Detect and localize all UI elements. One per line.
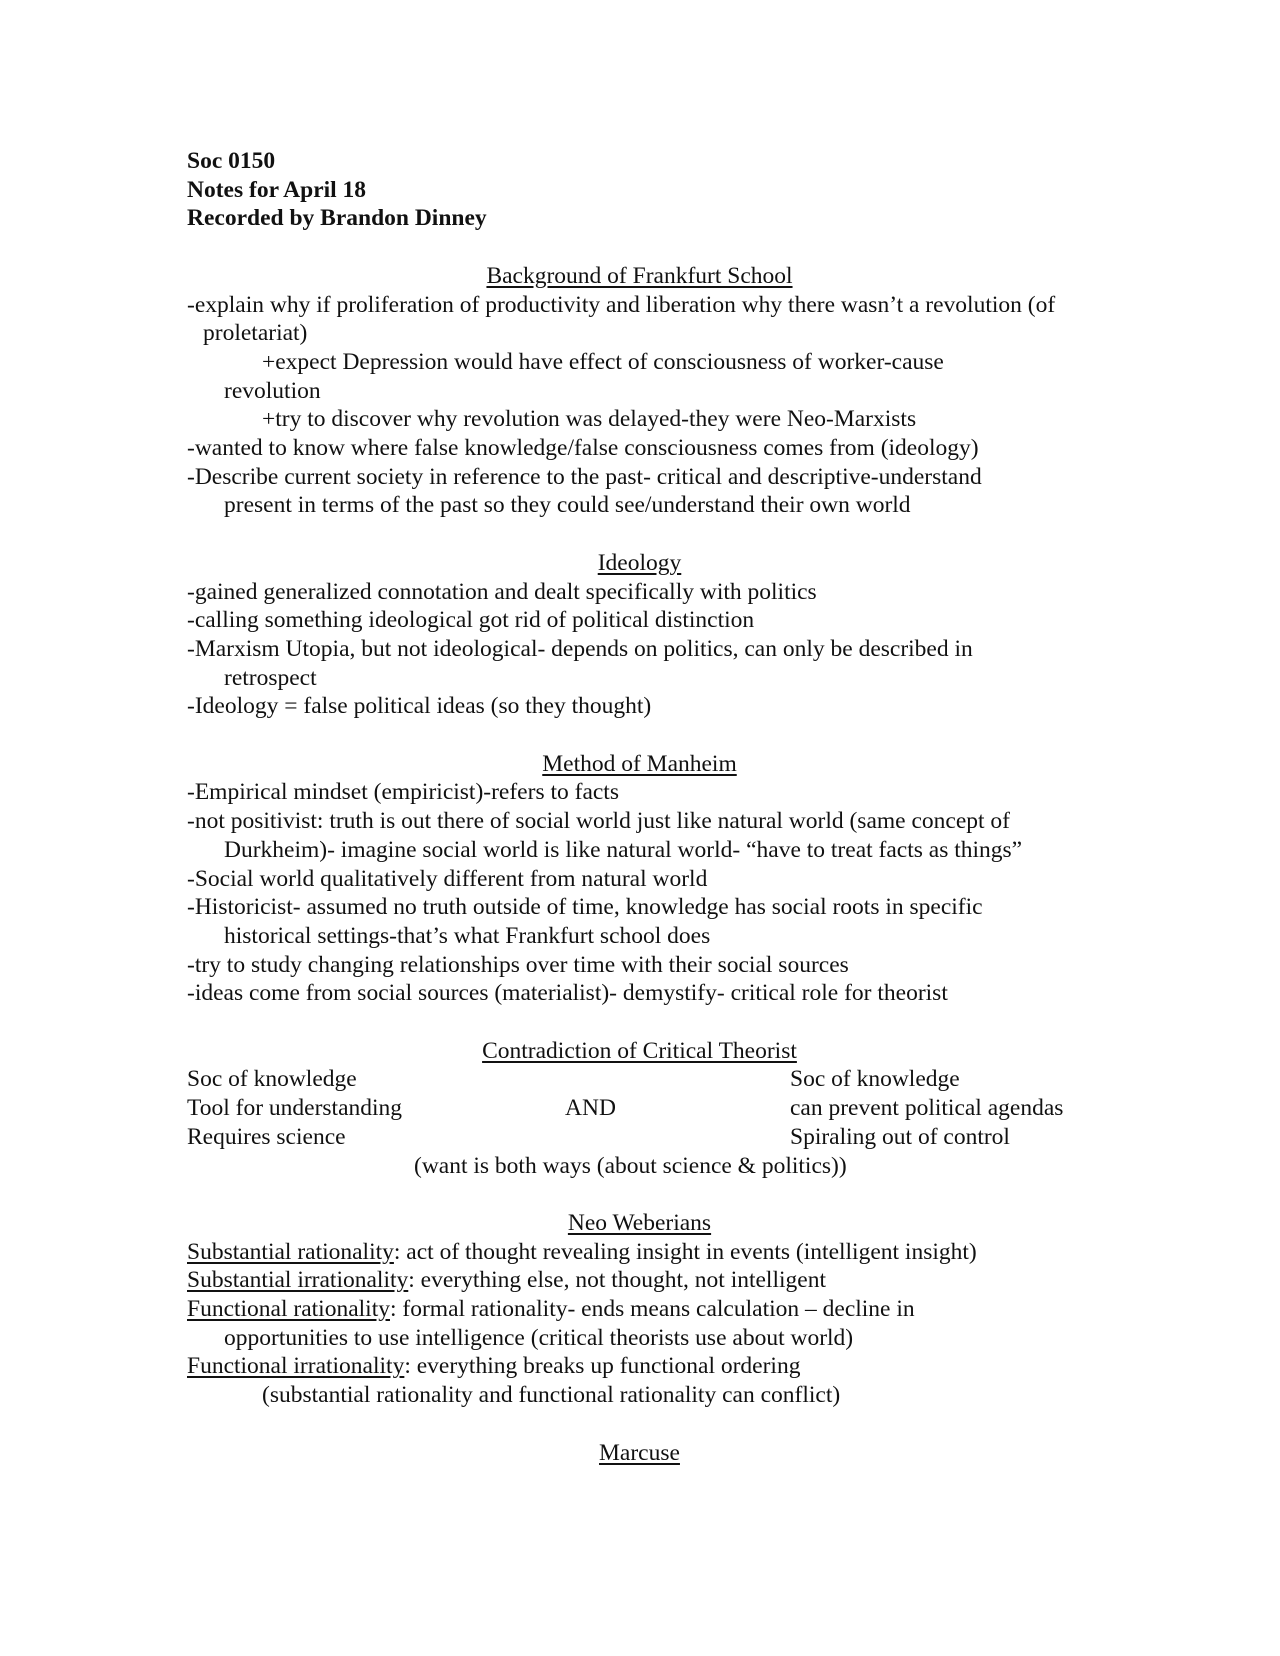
neo-weberians-note: (substantial rationality and functional rationality can conflict) xyxy=(262,1382,841,1409)
note-line: -Empirical mindset (empiricist)-refers to facts xyxy=(187,779,619,806)
defined-term: Functional irrationality xyxy=(187,1353,405,1380)
contradiction-columns xyxy=(187,1065,1092,1151)
note-line: -ideas come from social sources (materialist)- demystify- critical role for theorist xyxy=(187,980,948,1007)
left-column-item: Soc of knowledge xyxy=(187,1066,357,1093)
note-line: -try to study changing relationships over time with their social sources xyxy=(187,951,849,978)
notes-page xyxy=(187,147,1092,1467)
left-column-item: Requires science xyxy=(187,1123,346,1150)
section-heading: Ideology xyxy=(597,549,682,576)
definition-line: Substantial rationality: act of thought revealing insight in events (intelligent insight) xyxy=(187,1238,977,1265)
course-title: Soc 0150 xyxy=(187,148,276,174)
definition-line: Functional irrationality: everything breaks up functional ordering xyxy=(187,1353,801,1380)
section-heading: Neo Weberians xyxy=(567,1209,712,1236)
right-column-item: Spiraling out of control xyxy=(790,1123,1010,1150)
section-contradiction xyxy=(187,1037,1092,1181)
definition-line: Functional rationality: formal rationality- ends means calculation – decline in opportunities to use intelligence (critical theorists use about world) xyxy=(187,1296,915,1351)
note-line: -gained generalized connotation and dealt specifically with politics xyxy=(187,578,817,605)
note-line: -Marxism Utopia, but not ideological- depends on politics, can only be described in retrospect xyxy=(187,635,973,691)
section-heading: Method of Manheim xyxy=(542,750,737,777)
note-line: -not positivist: truth is out there of social world just like natural world (same concept of Durkheim)- imagine social world is like natural world- “have to treat facts as things” xyxy=(187,808,1023,863)
note-line: -wanted to know where false knowledge/false consciousness comes from (ideology) xyxy=(187,435,979,462)
section-frankfurt xyxy=(187,262,1092,520)
definition-line: Substantial irrationality: everything else, not thought, not intelligent xyxy=(187,1267,826,1294)
section-manheim xyxy=(187,750,1092,1008)
and-connector: AND xyxy=(565,1095,616,1122)
recorder-name: Recorded by Brandon Dinney xyxy=(187,205,487,232)
note-line: +expect Depression would have effect of consciousness of worker-cause revolution xyxy=(224,348,944,404)
right-column-item: Soc of knowledge xyxy=(790,1066,960,1093)
defined-term: Substantial rationality xyxy=(187,1238,394,1265)
section-heading: Marcuse xyxy=(599,1439,680,1466)
note-line: -calling something ideological got rid of political distinction xyxy=(187,607,755,634)
note-line: -Historicist- assumed no truth outside of time, knowledge has social roots in specific historical settings-that’s what Frankfurt school does xyxy=(187,894,983,949)
section-ideology xyxy=(187,549,1092,721)
notes-date: Notes for April 18 xyxy=(187,176,367,203)
defined-term: Substantial irrationality xyxy=(187,1267,409,1294)
note-line: -Social world qualitatively different from natural world xyxy=(187,865,708,892)
left-column-item: Tool for understanding xyxy=(187,1095,403,1122)
right-column-item: can prevent political agendas xyxy=(790,1095,1064,1122)
note-line: -Ideology = false political ideas (so they thought) xyxy=(187,693,652,720)
defined-term: Functional rationality xyxy=(187,1296,390,1323)
section-marcuse xyxy=(187,1439,1092,1468)
note-line: -explain why if proliferation of productivity and liberation why there wasn’t a revolution (of proletariat) xyxy=(187,291,1056,347)
section-neo-weberians xyxy=(187,1209,1092,1410)
note-line: -Describe current society in reference to the past- critical and descriptive-understand present in terms of the past so they could see/understand their own world xyxy=(187,463,982,519)
section-heading: Contradiction of Critical Theorist xyxy=(482,1037,797,1064)
section-heading: Background of Frankfurt School xyxy=(486,262,793,289)
note-line: +try to discover why revolution was delayed-they were Neo-Marxists xyxy=(262,406,917,433)
contradiction-note: (want is both ways (about science & politics)) xyxy=(414,1152,847,1179)
